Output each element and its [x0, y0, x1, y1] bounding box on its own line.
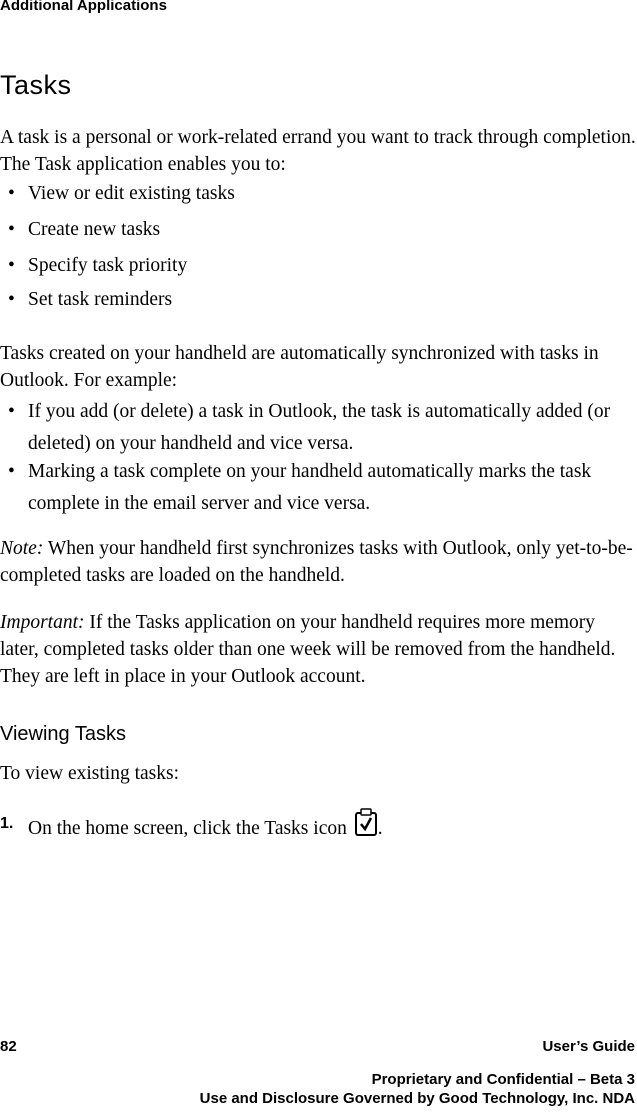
section-heading: Viewing Tasks — [0, 723, 126, 745]
sync-intro-paragraph: Tasks created on your handheld are automatically synchronized with tasks in Outlook. For example: — [0, 343, 599, 391]
important-text: If the Tasks application on your handheld requires more memory later, completed tasks older than one week will be removed from the handheld. They are left in place in your Outlook account. — [0, 612, 616, 687]
page-number: 82 — [0, 1038, 17, 1055]
bullet-icon: • — [8, 219, 15, 240]
nda-notice: Use and Disclosure Governed by Good Technology, Inc. NDA — [199, 1090, 635, 1107]
bullet-icon: • — [8, 461, 15, 482]
bullet-icon: • — [8, 401, 15, 422]
footer-guide-title: User’s Guide — [542, 1038, 635, 1055]
step-number: 1. — [0, 815, 14, 832]
intro-paragraph: A task is a personal or work-related errand you want to track through completion. The Task application enables you to: — [0, 127, 636, 175]
note-paragraph — [0, 535, 637, 589]
page-title: Tasks — [0, 70, 72, 100]
step-text: On the home screen, click the Tasks icon — [28, 818, 347, 839]
step-suffix: . — [377, 818, 383, 839]
bullet-icon: • — [8, 255, 15, 276]
bullet-icon: • — [8, 289, 15, 310]
view-intro-paragraph: To view existing tasks: — [0, 763, 179, 784]
confidential-notice: Proprietary and Confidential – Beta 3 — [371, 1071, 635, 1088]
bullet-icon: • — [8, 183, 15, 204]
important-paragraph — [0, 609, 637, 690]
note-text: When your handheld first synchronizes tasks with Outlook, only yet-to-be-completed tasks are loaded on the handheld. — [0, 538, 633, 586]
note-label: Note: — [0, 538, 44, 559]
running-header: Additional Applications — [0, 0, 167, 14]
tasks-clipboard-icon — [354, 807, 378, 837]
important-label: Important: — [0, 612, 85, 633]
